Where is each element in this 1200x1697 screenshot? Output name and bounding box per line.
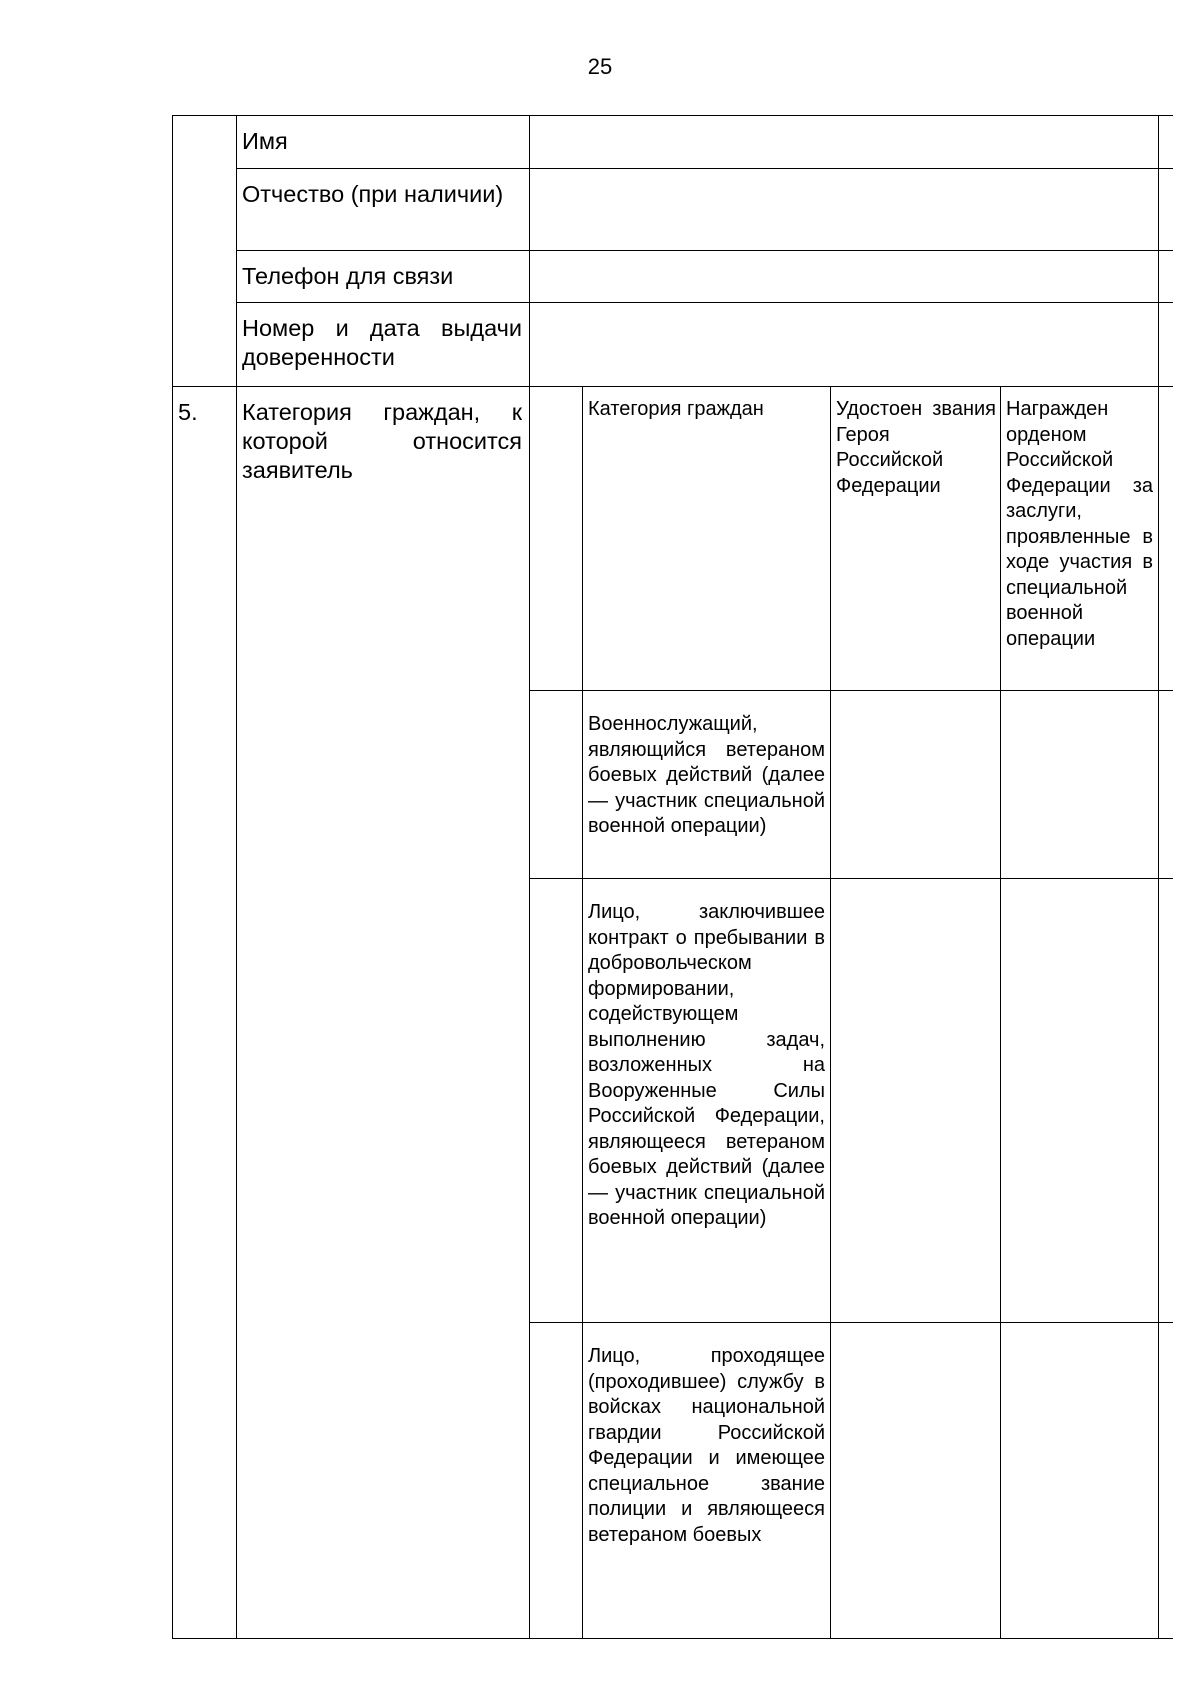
field-label-phone: Телефон для связи	[242, 263, 454, 289]
column-divider	[830, 386, 831, 1639]
table-border-bottom	[172, 1638, 1173, 1639]
table-border-right	[1158, 115, 1159, 1639]
header-order-award: Награжден орденом Российской Федерации за заслуги, проявленные в ходе участия в специальной военной операции	[1006, 398, 1153, 650]
table-border-left	[172, 115, 173, 1639]
subrow-divider	[529, 690, 1173, 691]
row-divider	[236, 302, 1173, 303]
row-divider	[236, 250, 1173, 251]
field-label-patronymic: Отчество (при наличии)	[242, 181, 504, 207]
column-divider	[529, 115, 530, 1639]
subrow-divider	[529, 1322, 1173, 1323]
field-label-name: Имя	[242, 128, 288, 154]
applicant-category-label: Категория граждан, к которой относится заявитель	[242, 399, 522, 483]
header-citizen-category: Категория граждан	[588, 398, 764, 420]
table-border-top	[172, 115, 1173, 116]
column-divider	[582, 386, 583, 1639]
row-divider	[172, 386, 1173, 387]
category-item-national-guard: Лицо, проходящее (проходившее) службу в войсках национальной гвардии Российской Федерации и имеющее специальное звание полиции и являющееся ветераном боевых	[588, 1345, 825, 1546]
page-number: 25	[587, 54, 613, 79]
category-item-volunteer: Лицо, заключившее контракт о пребывании в добровольческом формировании, содействующем выполнению задач, возложенных на Вооруженные Силы Российской Федерации, являющееся ветераном боевых действий (далее — участник специальной военной операции)	[588, 901, 825, 1229]
category-item-military: Военнослужащий, являющийся ветераном боевых действий (далее — участник специальной военной операции)	[588, 713, 825, 837]
column-divider	[236, 115, 237, 1639]
field-label-power-of-attorney: Номер и дата выдачи доверенности	[242, 315, 522, 370]
subrow-divider	[529, 878, 1173, 879]
row-divider	[236, 168, 1173, 169]
header-hero-title: Удостоен звания Героя Российской Федерации	[836, 398, 996, 497]
row-number: 5.	[178, 399, 198, 425]
column-divider	[1000, 386, 1001, 1639]
